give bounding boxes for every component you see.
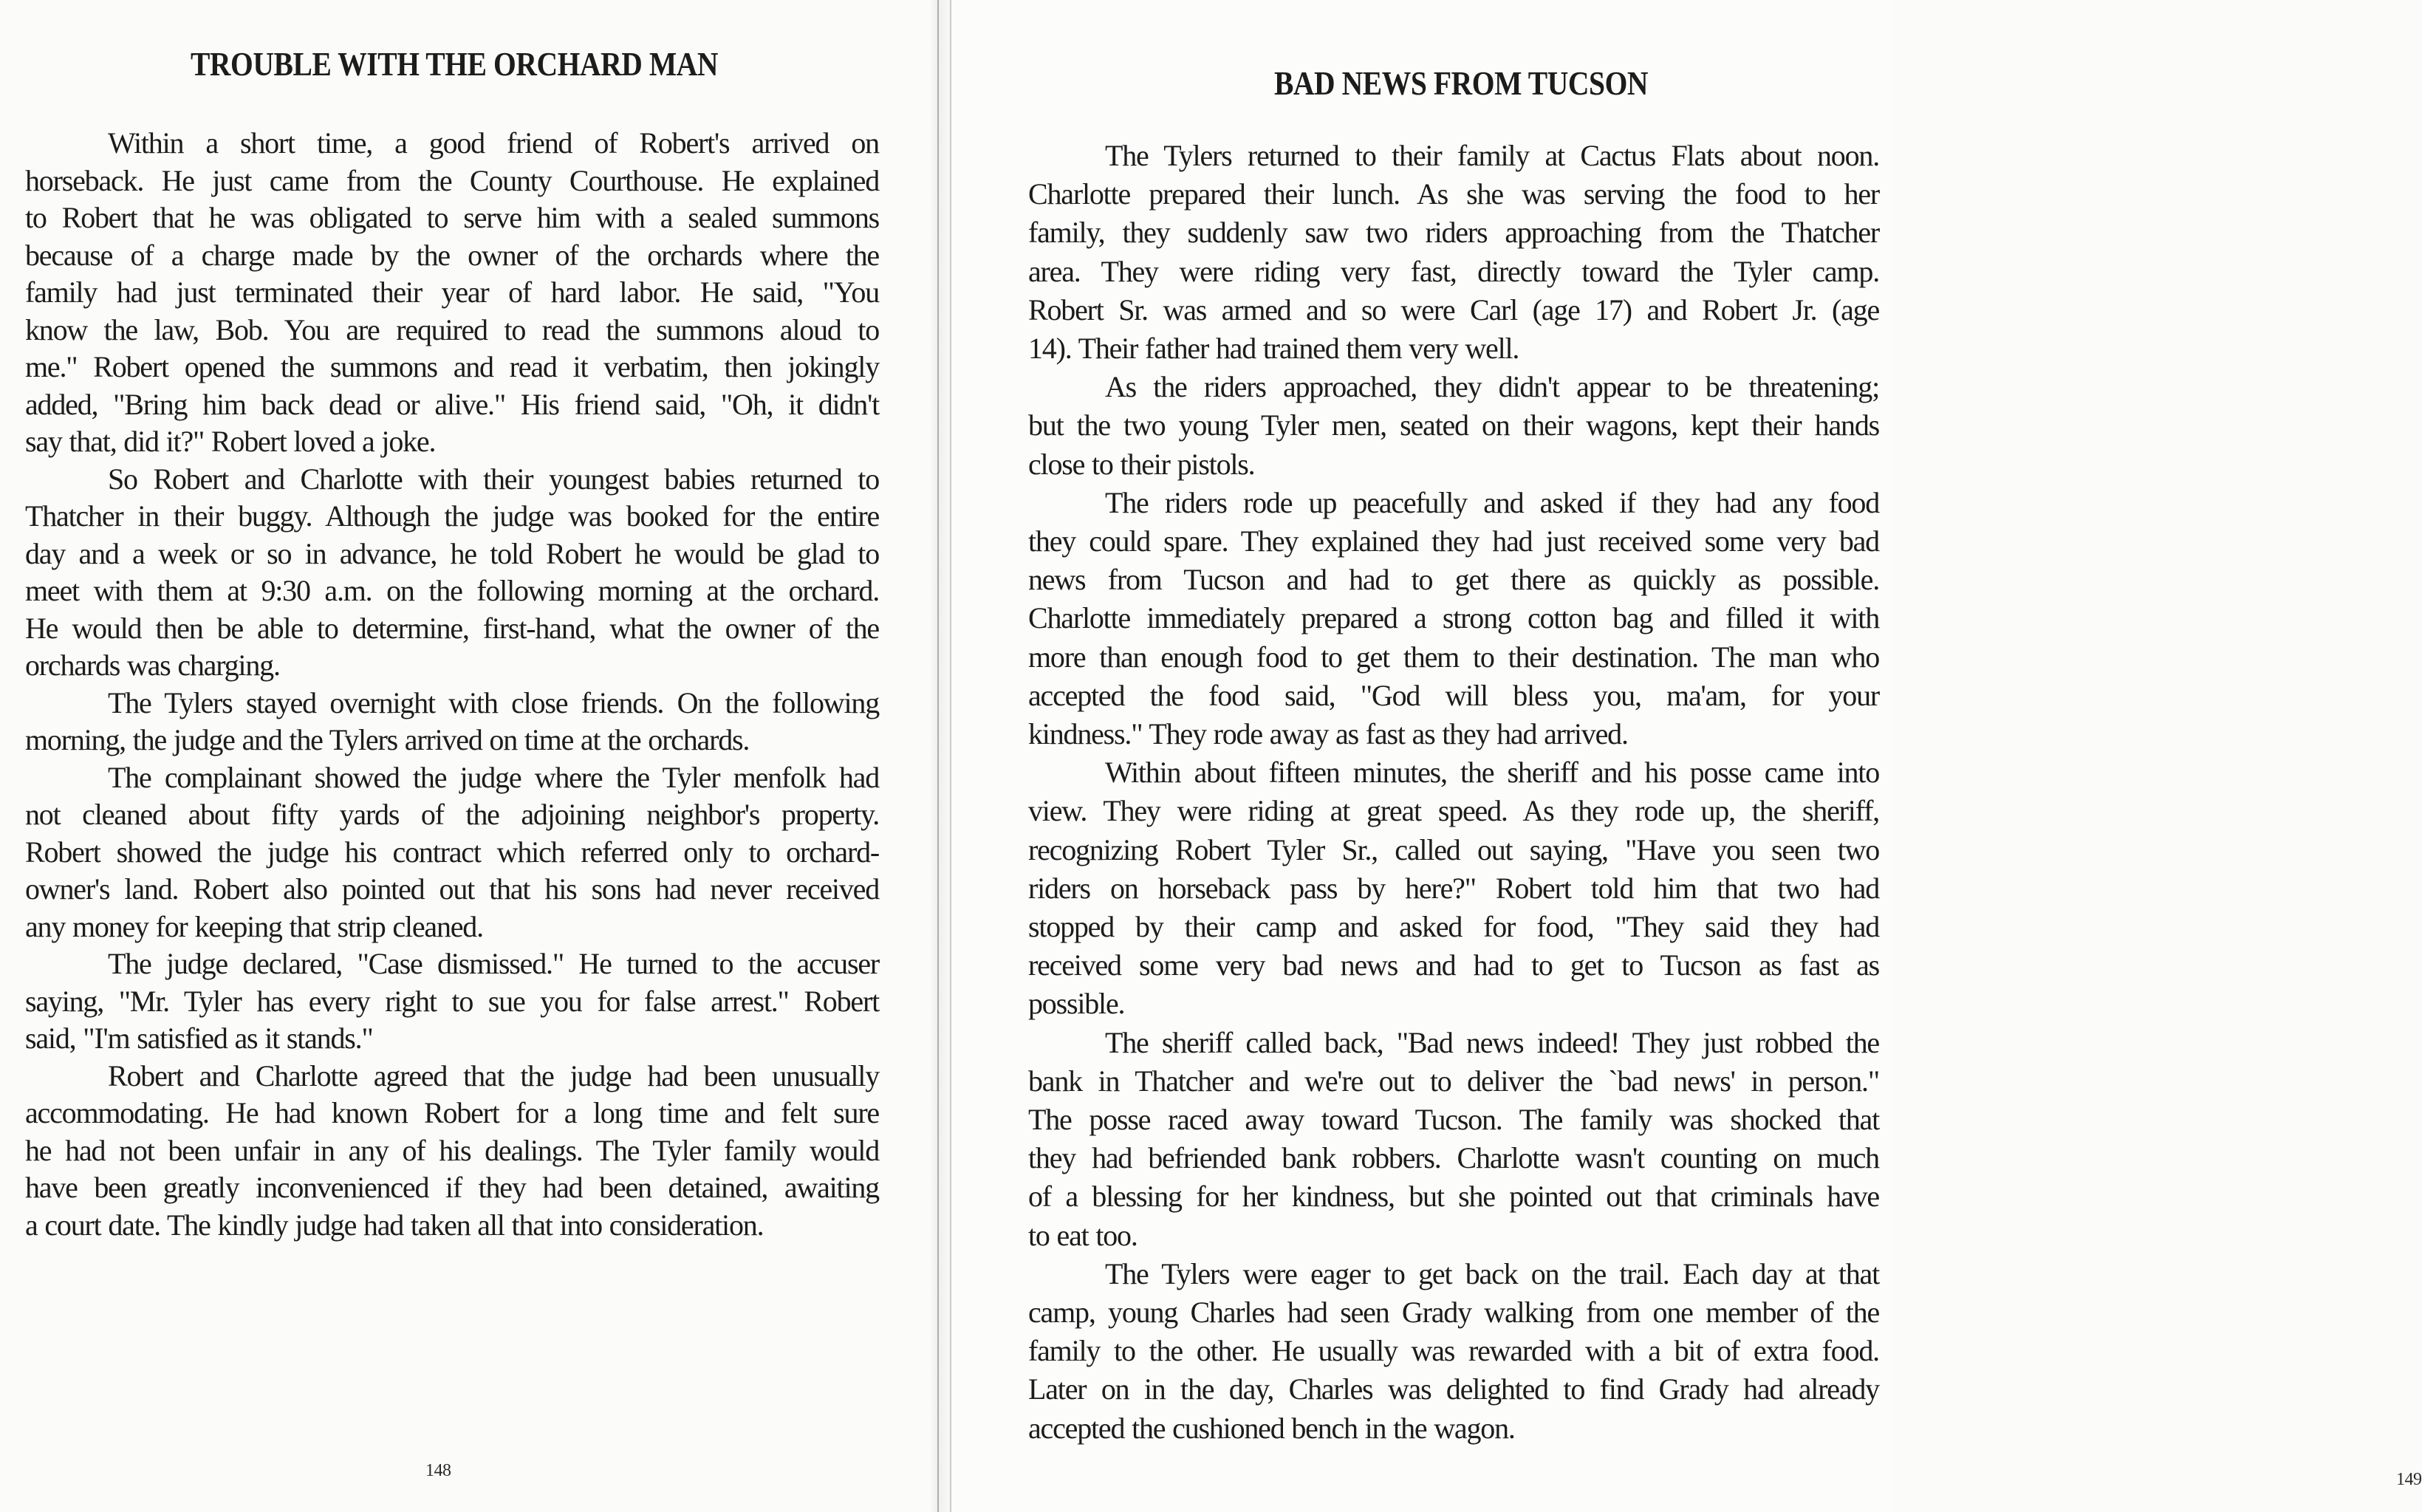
text-line: Within a short time, a good friend of Robert's arrived on bbox=[108, 126, 879, 160]
text-line: not cleaned about fifty yards of the adjoining neighbor's property. bbox=[25, 798, 879, 831]
text-line: kindness." They rode away as fast as they had arrived. bbox=[1028, 717, 1628, 750]
text-line: close to their pistols. bbox=[1028, 447, 1255, 481]
text-line: accepted the cushioned bench in the wagon. bbox=[1028, 1411, 1515, 1445]
text-line: Thatcher in their buggy. Although the judge was booked for the entire bbox=[25, 499, 879, 533]
text-line: area. They were riding very fast, directly toward the Tyler camp. bbox=[1028, 254, 1879, 288]
chapter-title: BAD NEWS FROM TUCSON bbox=[1273, 64, 1649, 102]
text-line: The posse raced away toward Tucson. The family was shocked that bbox=[1028, 1103, 1879, 1136]
text-line: stopped by their camp and asked for food, "They said they had bbox=[1028, 910, 1879, 943]
text-line: Robert showed the judge his contract which referred only to orchard- bbox=[25, 835, 879, 869]
text-line: me." Robert opened the summons and read it verbatim, then jokingly bbox=[25, 350, 879, 383]
text-line: of a blessing for her kindness, but she pointed out that criminals have bbox=[1028, 1180, 1879, 1214]
text-line: The sheriff called back, "Bad news indeed! They just robbed the bbox=[1105, 1025, 1879, 1059]
text-line: received some very bad news and had to get to Tucson as fast as bbox=[1028, 948, 1879, 982]
text-line: Robert and Charlotte agreed that the judge had been unusually bbox=[108, 1058, 879, 1092]
text-line: added, "Bring him back dead or alive." His friend said, "Oh, it didn't bbox=[25, 387, 879, 421]
text-line: recognizing Robert Tyler Sr., called out saying, "Have you seen two bbox=[1028, 832, 1879, 866]
text-line: Later on in the day, Charles was delighted to find Grady had already bbox=[1028, 1372, 1879, 1406]
text-line: Robert Sr. was armed and so were Carl (age 17) and Robert Jr. (age bbox=[1028, 293, 1879, 326]
text-line: camp, young Charles had seen Grady walking from one member of the bbox=[1028, 1296, 1879, 1329]
text-line: day and a week or so in advance, he told Robert he would be glad to bbox=[25, 536, 879, 570]
text-line: any money for keeping that strip cleaned. bbox=[25, 909, 483, 943]
right-page bbox=[951, 0, 2422, 1512]
text-line: news from Tucson and had to get there as quickly as possible. bbox=[1028, 563, 1879, 597]
chapter-title: TROUBLE WITH THE ORCHARD MAN bbox=[190, 45, 719, 83]
text-line: owner's land. Robert also pointed out that his sons had never received bbox=[25, 872, 879, 906]
page-number: 149 bbox=[2396, 1470, 2422, 1489]
text-line: meet with them at 9:30 a.m. on the following morning at the orchard. bbox=[25, 574, 879, 607]
text-line: family to the other. He usually was rewarded with a bit of extra food. bbox=[1028, 1334, 1879, 1368]
text-line: morning, the judge and the Tylers arrived on time at the orchards. bbox=[25, 723, 750, 756]
text-line: The Tylers returned to their family at Cactus Flats about noon. bbox=[1105, 139, 1879, 172]
text-line: riders on horseback pass by here?" Robert told him that two had bbox=[1028, 871, 1879, 905]
text-line: saying, "Mr. Tyler has every right to sue you for false arrest." Robert bbox=[25, 984, 879, 1018]
text-line: The judge declared, "Case dismissed." He turned to the accuser bbox=[108, 947, 879, 980]
text-line: have been greatly inconvenienced if they had been detained, awaiting bbox=[25, 1171, 879, 1204]
text-line: bank in Thatcher and we're out to deliver the `bad news' in person." bbox=[1028, 1064, 1879, 1098]
text-line: The riders rode up peacefully and asked if they had any food bbox=[1105, 485, 1879, 519]
text-line: Charlotte prepared their lunch. As she was serving the food to her bbox=[1028, 177, 1879, 211]
text-line: horseback. He just came from the County Courthouse. He explained bbox=[25, 163, 879, 197]
text-line: possible. bbox=[1028, 987, 1125, 1021]
text-line: he had not been unfair in any of his dealings. The Tyler family would bbox=[25, 1133, 879, 1167]
text-line: view. They were riding at great speed. As they rode up, the sheriff, bbox=[1028, 794, 1879, 828]
text-line: more than enough food to get them to their destination. The man who bbox=[1028, 640, 1879, 674]
left-page bbox=[0, 0, 938, 1512]
text-line: they could spare. They explained they had just received some very bad bbox=[1028, 524, 1879, 558]
text-line: to eat too. bbox=[1028, 1218, 1138, 1252]
book-spine-fold bbox=[937, 0, 939, 1512]
text-line: accepted the food said, "God will bless you, ma'am, for your bbox=[1028, 678, 1879, 712]
text-line: The Tylers were eager to get back on the trail. Each day at that bbox=[1105, 1256, 1879, 1290]
text-line: Within about fifteen minutes, the sheriff and his posse came into bbox=[1105, 756, 1879, 790]
text-line: The complainant showed the judge where the Tyler menfolk had bbox=[108, 760, 879, 794]
text-line: As the riders approached, they didn't appear to be threatening; bbox=[1105, 370, 1879, 404]
text-line: but the two young Tyler men, seated on their wagons, kept their hands bbox=[1028, 408, 1879, 442]
text-line: accommodating. He had known Robert for a long time and felt sure bbox=[25, 1096, 879, 1129]
text-line: say that, did it?" Robert loved a joke. bbox=[25, 425, 436, 458]
text-line: Charlotte immediately prepared a strong cotton bag and filled it with bbox=[1028, 601, 1879, 635]
text-line: know the law, Bob. You are required to read the summons aloud to bbox=[25, 312, 879, 346]
text-line: a court date. The kindly judge had taken all that into consideration. bbox=[25, 1208, 764, 1242]
text-line: family had just terminated their year of hard labor. He said, "You bbox=[25, 276, 879, 309]
page-number: 148 bbox=[425, 1461, 451, 1480]
text-line: said, "I'm satisfied as it stands." bbox=[25, 1022, 373, 1055]
text-line: family, they suddenly saw two riders approaching from the Thatcher bbox=[1028, 216, 1879, 250]
text-line: 14). Their father had trained them very well. bbox=[1028, 332, 1519, 365]
text-line: they had befriended bank robbers. Charlotte wasn't counting on much bbox=[1028, 1141, 1879, 1175]
text-line: because of a charge made by the owner of the orchards where the bbox=[25, 238, 879, 272]
text-line: orchards was charging. bbox=[25, 649, 280, 682]
text-line: to Robert that he was obligated to serve him with a sealed summons bbox=[25, 201, 879, 234]
text-line: So Robert and Charlotte with their youngest babies returned to bbox=[108, 462, 879, 496]
text-line: The Tylers stayed overnight with close friends. On the following bbox=[108, 685, 879, 719]
text-line: He would then be able to determine, first-hand, what the owner of the bbox=[25, 611, 879, 645]
